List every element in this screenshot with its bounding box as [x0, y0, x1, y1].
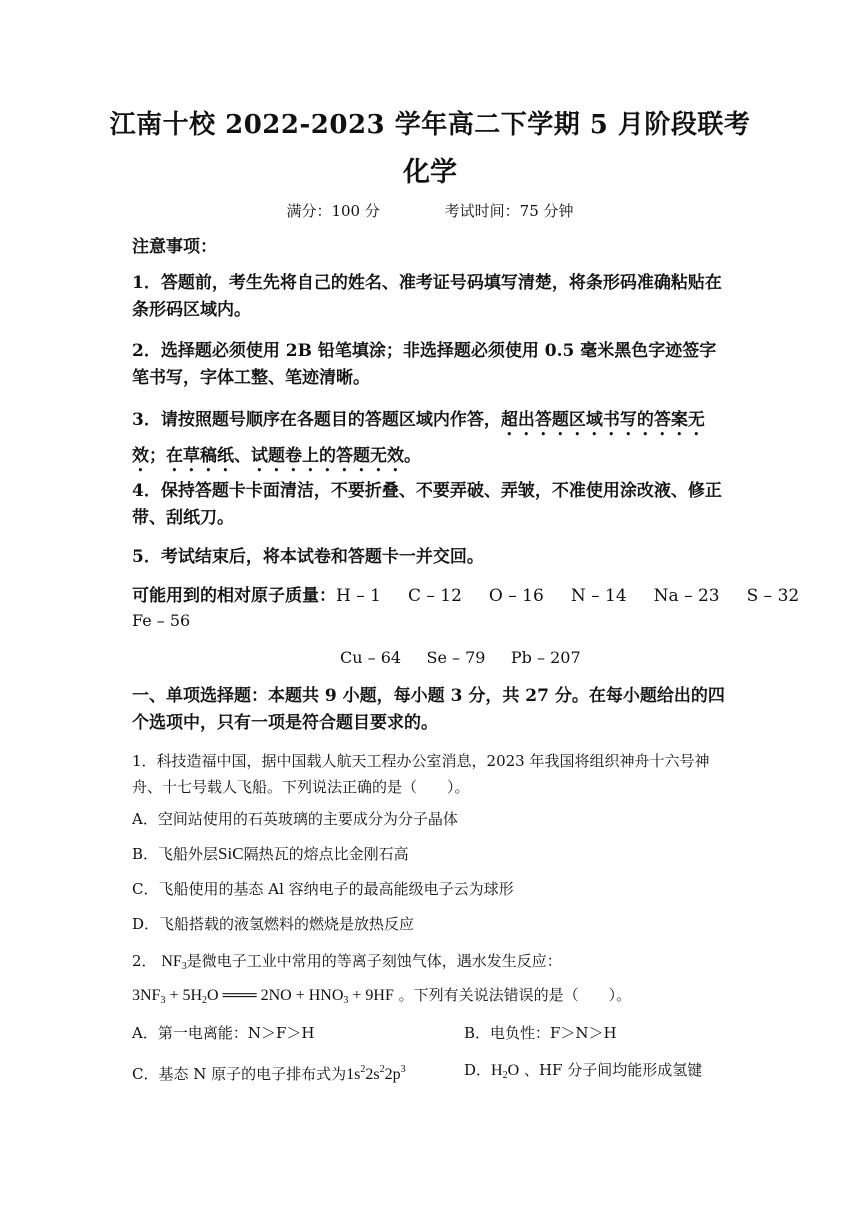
emphasis-text: 在草稿纸、试题卷上的答题无效	[166, 446, 404, 466]
q1-option-a: A．空间站使用的石英玻璃的主要成分为分子晶体	[132, 810, 458, 828]
notice-5: 5．考试结束后，将本试卷和答题卡一并交回。	[132, 547, 484, 567]
full-score: 满分：100 分	[286, 202, 380, 220]
notice-4: 4．保持答题卡卡面清洁，不要折叠、不要弄破、弄皱，不准使用涂改液、修正带、刮纸刀。	[132, 481, 722, 528]
chemical-equation: $3NF_3 + 5H_2O$ ═══ $2NO + HNO_3 + 9HF$	[132, 987, 394, 1006]
atomic-mass-line3: Cu – 64 Se – 79 Pb – 207	[340, 648, 581, 667]
exam-time: 考试时间：75 分钟	[444, 202, 574, 220]
subject-title: 化学	[403, 157, 457, 188]
atomic-mass: 可能用到的相对原子质量：H – 1 C – 12 O – 16 N – 14 Na – 23 S – 32	[132, 586, 800, 606]
question-1-stem: 1．科技造福中国，据中国载人航天工程办公室消息，2023 年我国将组织神舟十六号神舟、十七号载人飞船。下列说法正确的是（ ）。	[132, 752, 710, 796]
notice-heading: 注意事项：	[132, 237, 217, 257]
q1-option-b: B．飞船外层SiC隔热瓦的熔点比金刚石高	[132, 844, 409, 863]
atomic-mass-line2: Fe – 56	[132, 611, 191, 630]
notice-3: 3．请按照题号顺序在各题目的答题区域内作答，超出答题区域书写的答案无效；在草稿纸、试题卷上的答题无效。	[132, 410, 705, 466]
notice-1: 1．答题前，考生先将自己的姓名、准考证号码填写清楚，将条形码准确粘贴在条形码区域内。	[132, 273, 722, 320]
section-heading: 一、单项选择题：本题共 9 小题，每小题 3 分，共 27 分。在每小题给出的四个选项中，只有一项是符合题目要求的。	[132, 686, 725, 733]
q1-option-c: C．飞船使用的基态 Al 容纳电子的最高能级电子云为球形	[132, 880, 514, 898]
exam-title: 江南十校 2022-2023 学年高二下学期 5 月阶段联考	[109, 110, 751, 140]
exam-meta	[0, 200, 860, 221]
q2-option-d: D．$H_2O$ 、HF 分子间均能形成氢键	[464, 1061, 703, 1081]
notice-2: 2．选择题必须使用 2B 铅笔填涂；非选择题必须使用 0.5 毫米黑色字迹签字笔书写，字体工整、笔迹清晰。	[132, 341, 717, 388]
q1-option-d: D．飞船搭载的液氢燃料的燃烧是放热反应	[132, 915, 415, 933]
emphasis-text: 超出答题区域书写的答案无效；	[132, 410, 705, 466]
question-2-stem: 2． $NF_3$是微电子工业中常用的等离子刻蚀气体，遇水发生反应：	[132, 952, 562, 972]
q2-equation: $3NF_3 + 5H_2O$ ═══ $2NO + HNO_3 + 9HF$ 。下列有关说法错误的是（ ）。	[132, 986, 632, 1006]
q2-option-b: B．电负性：F＞N＞H	[464, 1024, 617, 1042]
q2-option-c: C．基态 N 原子的电子排布式为$1s^22s^22p^3$	[132, 1064, 406, 1083]
q2-option-a: A．第一电离能：N＞F＞H	[132, 1024, 315, 1042]
